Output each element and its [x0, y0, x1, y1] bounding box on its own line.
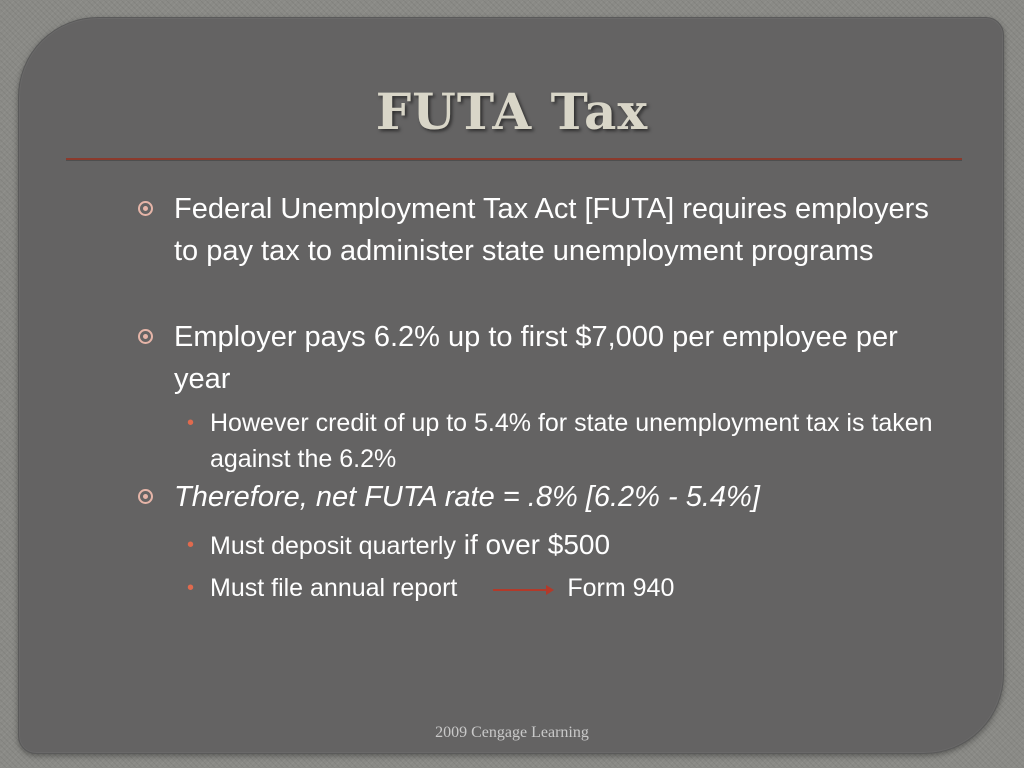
sub-bullet-annual-report [187, 570, 970, 606]
circled-dot-icon [138, 201, 153, 216]
bullet-text: Therefore, net FUTA rate = .8% [6.2% - 5.4%] [174, 481, 760, 513]
slide-footer: 2009 Cengage Learning [435, 724, 589, 741]
bullet-text: Must file annual report [210, 574, 458, 602]
bullet-futa-definition [174, 188, 954, 272]
circled-dot-icon [138, 329, 153, 344]
bullet-text-tail: if over $500 [455, 529, 611, 560]
slide-title: FUTA Tax [375, 82, 649, 141]
bullet-text-tail: Form 940 [567, 574, 675, 602]
bullet-net-rate [174, 476, 954, 518]
bullet-text: Employer pays 6.2% up to first $7,000 per employee per year [174, 321, 898, 395]
arrow-right-icon [493, 589, 551, 591]
sub-bullet-deposit [187, 527, 970, 564]
bullet-dot-icon: • [187, 577, 195, 599]
bullet-employer-rate [174, 316, 954, 400]
bullet-dot-icon: • [187, 412, 195, 434]
bullet-text: However credit of up to 5.4% for state unemployment tax is taken against the 6.2% [210, 409, 933, 473]
bullet-text: Must deposit quarterly [210, 532, 456, 560]
bullet-text: Federal Unemployment Tax Act [FUTA] requires employers to pay tax to administer state unemployment programs [174, 193, 929, 267]
sub-bullet-state-credit [187, 405, 970, 477]
bullet-dot-icon: • [187, 534, 195, 556]
circled-dot-icon [138, 489, 153, 504]
